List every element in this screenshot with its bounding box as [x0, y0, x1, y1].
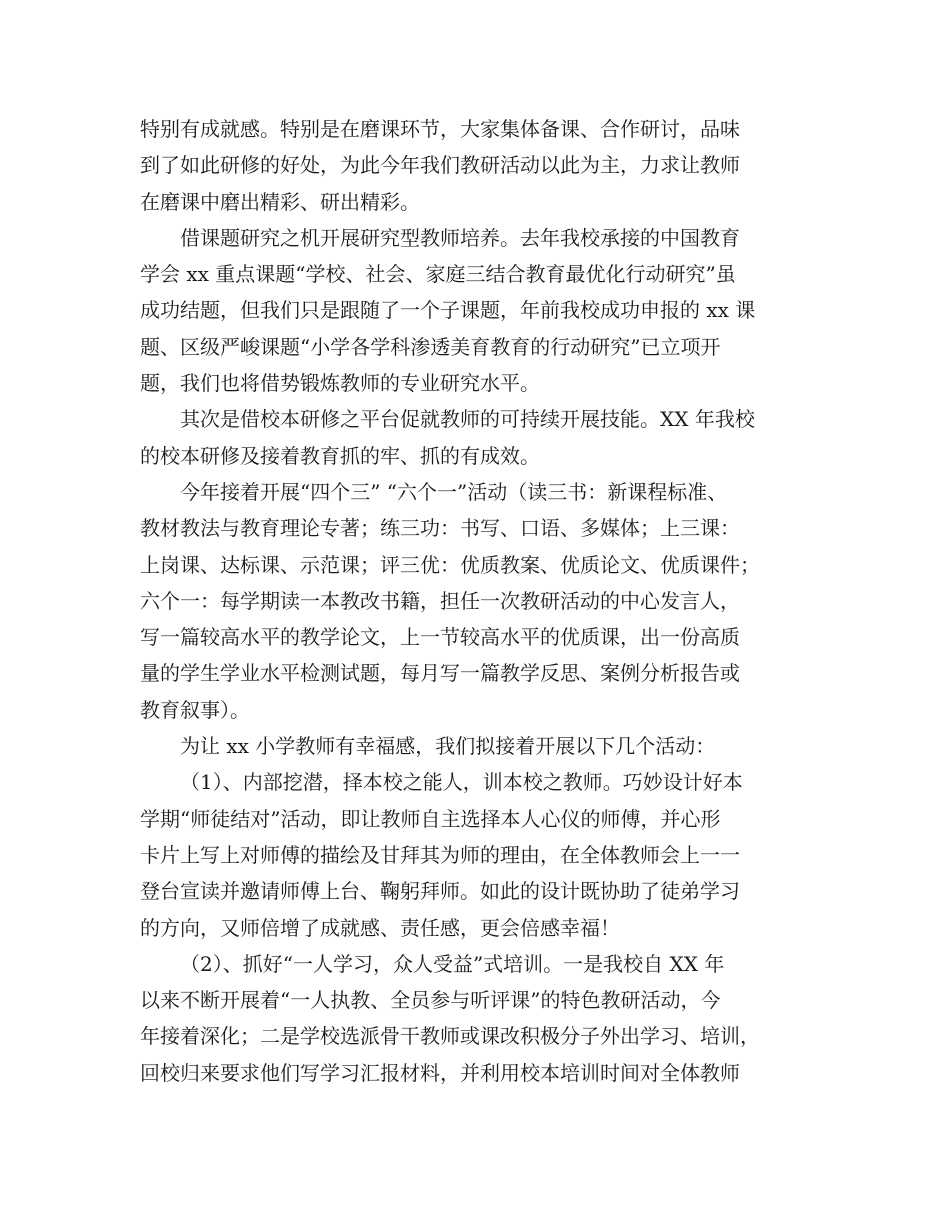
- text-line: 教材教法与教育理论专著；练三功：书写、口语、多媒体；上三课：: [140, 516, 740, 541]
- text-line: 以来不断开展着“一人执教、全员参与听评课”的特色教研活动，今: [140, 988, 721, 1013]
- text-line: 回校归来要求他们写学习汇报材料，并利用校本培训时间对全体教师: [140, 1060, 740, 1085]
- text-line: 的校本研修及接着教育抓的牢、抓的有成效。: [140, 443, 540, 468]
- text-line: （1）、内部挖潜，择本校之能人，训本校之教师。巧妙设计好本: [180, 770, 743, 795]
- text-line: 题、区级严峻课题“小学各学科渗透美育教育的行动研究”已立项开: [140, 334, 721, 359]
- text-line: 学会 xx 重点课题“学校、社会、家庭三结合教育最优化行动研究”虽: [140, 262, 736, 287]
- text-line: 的方向，又师倍增了成就感、责任感，更会倍感幸福！: [140, 915, 620, 940]
- text-line: 题，我们也将借势锻炼教师的专业研究水平。: [140, 371, 540, 396]
- text-line: 为让 xx 小学教师有幸福感，我们拟接着开展以下几个活动：: [180, 734, 716, 759]
- text-line: 到了如此研修的好处，为此今年我们教研活动以此为主，力求让教师: [140, 153, 740, 178]
- text-line: 上岗课、达标课、示范课；评三优：优质教案、优质论文、优质课件；: [140, 552, 760, 577]
- text-line: （2）、抓好“一人学习，众人受益”式培训。一是我校自 XX 年: [180, 951, 725, 976]
- text-line: 写一篇较高水平的教学论文，上一节较高水平的优质课，出一份高质: [140, 625, 740, 650]
- text-line: 教育叙事）。: [140, 697, 250, 722]
- text-line: 成功结题，但我们只是跟随了一个子课题，年前我校成功申报的 xx 课: [140, 298, 756, 323]
- text-line: 年接着深化；二是学校选派骨干教师或课改积极分子外出学习、培训，: [140, 1024, 760, 1049]
- text-line: 量的学生学业水平检测试题，每月写一篇教学反思、案例分析报告或: [140, 661, 740, 686]
- text-line: 借课题研究之机开展研究型教师培养。去年我校承接的中国教育: [180, 225, 740, 250]
- text-line: 卡片上写上对师傅的描绘及甘拜其为师的理由，在全体教师会上一一: [140, 842, 740, 867]
- text-line: 特别有成就感。特别是在磨课环节，大家集体备课、合作研讨，品味: [140, 117, 740, 141]
- text-line: 其次是借校本研修之平台促就教师的可持续开展技能。XX 年我校: [180, 407, 755, 432]
- document-body: [140, 111, 812, 1091]
- text-line: 登台宣读并邀请师傅上台、鞠躬拜师。如此的设计既协助了徒弟学习: [140, 879, 740, 904]
- text-line: 学期“师徒结对”活动，即让教师自主选择本人心仪的师傅，并心形: [140, 806, 721, 831]
- text-line: 今年接着开展“四个三” “六个一”活动（读三书：新课程标准、: [180, 479, 728, 504]
- text-line: 六个一：每学期读一本教改书籍，担任一次教研活动的中心发言人，: [140, 588, 740, 613]
- text-line: 在磨课中磨出精彩、研出精彩。: [140, 189, 420, 214]
